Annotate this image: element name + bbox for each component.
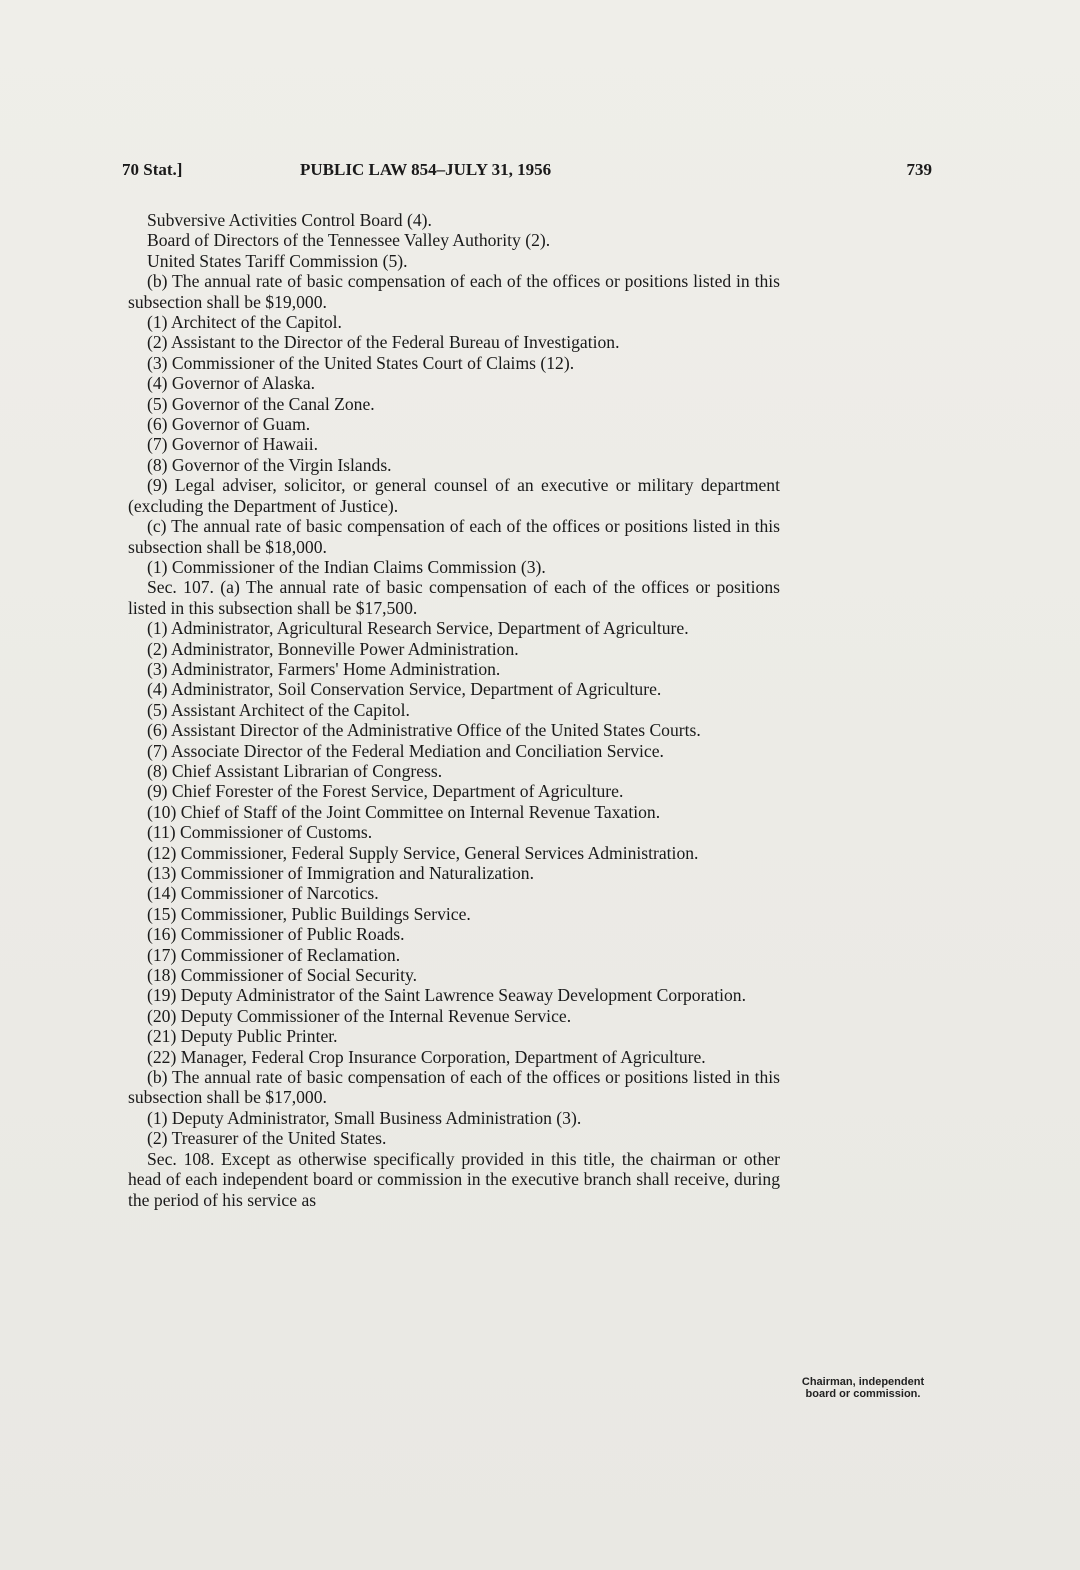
paragraph: (18) Commissioner of Social Security.	[147, 965, 418, 986]
paragraph: (5) Assistant Architect of the Capitol.	[147, 699, 410, 720]
paragraph: (1) Architect of the Capitol.	[147, 312, 342, 333]
page-number: 739	[906, 160, 932, 179]
paragraph: (2) Assistant to the Director of the Federal Bureau of Investigation.	[147, 332, 620, 353]
paragraph: (19) Deputy Administrator of the Saint Lawrence Seaway Development Corporation.	[147, 985, 747, 1006]
paragraph: Sec. 108. Except as otherwise specifically provided in this title, the chairman or other head of each independent board or commission in the executive branch shall receive, during the period of his service as	[128, 1148, 780, 1210]
paragraph: (8) Governor of the Virgin Islands.	[147, 454, 392, 475]
paragraph: (6) Governor of Guam.	[147, 414, 311, 435]
paragraph: (c) The annual rate of basic compensation of each of the offices or positions listed in this subsection shall be $18,000.	[128, 516, 780, 557]
paragraph: (4) Administrator, Soil Conservation Service, Department of Agriculture.	[147, 679, 662, 700]
paragraph: (7) Associate Director of the Federal Mediation and Conciliation Service.	[147, 740, 664, 761]
paragraph: (3) Administrator, Farmers' Home Administration.	[147, 658, 501, 679]
body-text	[128, 210, 780, 1210]
paragraph: (6) Assistant Director of the Administrative Office of the United States Courts.	[147, 720, 701, 741]
paragraph: Sec. 107. (a) The annual rate of basic compensation of each of the offices or positions listed in this subsection shall be $17,500.	[128, 577, 780, 618]
paragraph: (b) The annual rate of basic compensation of each of the offices or positions listed in this subsection shall be $19,000.	[128, 271, 780, 312]
paragraph: (1) Administrator, Agricultural Research Service, Department of Agriculture.	[147, 618, 689, 639]
paragraph: (9) Chief Forester of the Forest Service, Department of Agriculture.	[147, 781, 624, 802]
law-title: PUBLIC LAW 854–JULY 31, 1956	[300, 160, 552, 179]
paragraph: (21) Deputy Public Printer.	[147, 1026, 338, 1047]
paragraph: (3) Commissioner of the United States Court of Claims (12).	[147, 352, 575, 373]
paragraph: (2) Administrator, Bonneville Power Administration.	[147, 638, 519, 659]
paragraph: Subversive Activities Control Board (4).	[147, 210, 432, 230]
paragraph: (2) Treasurer of the United States.	[147, 1128, 387, 1149]
paragraph: (13) Commissioner of Immigration and Naturalization.	[147, 863, 534, 883]
volume-citation: 70 Stat.]	[122, 160, 183, 179]
paragraph: (1) Deputy Administrator, Small Business Administration (3).	[147, 1107, 582, 1128]
paragraph: (15) Commissioner, Public Buildings Service.	[147, 903, 471, 924]
paragraph: (10) Chief of Staff of the Joint Committee on Internal Revenue Taxation.	[147, 801, 661, 822]
paragraph: (9) Legal adviser, solicitor, or general counsel of an executive or military department (excluding the Department of Justice).	[128, 475, 780, 516]
paragraph: (11) Commissioner of Customs.	[147, 822, 373, 843]
paragraph: (1) Commissioner of the Indian Claims Commission (3).	[147, 556, 546, 577]
running-header	[122, 160, 932, 184]
paragraph: Board of Directors of the Tennessee Valley Authority (2).	[147, 230, 551, 251]
paragraph: (12) Commissioner, Federal Supply Service, General Services Administration.	[147, 842, 699, 863]
paragraph: (14) Commissioner of Narcotics.	[147, 883, 379, 904]
paragraph: (16) Commissioner of Public Roads.	[147, 924, 405, 945]
paragraph: United States Tariff Commission (5).	[147, 250, 408, 271]
paragraph: (7) Governor of Hawaii.	[147, 434, 318, 455]
paragraph: (17) Commissioner of Reclamation.	[147, 944, 401, 965]
paragraph: (b) The annual rate of basic compensation of each of the offices or positions listed in this subsection shall be $17,000.	[128, 1067, 780, 1108]
paragraph: (8) Chief Assistant Librarian of Congress.	[147, 760, 443, 781]
paragraph: (5) Governor of the Canal Zone.	[147, 393, 375, 414]
paragraph: (20) Deputy Commissioner of the Internal Revenue Service.	[147, 1005, 572, 1026]
paragraph: (4) Governor of Alaska.	[147, 373, 316, 394]
paragraph: (22) Manager, Federal Crop Insurance Corporation, Department of Agriculture.	[147, 1046, 706, 1067]
margin-note: Chairman, independent board or commission.	[801, 1376, 925, 1400]
